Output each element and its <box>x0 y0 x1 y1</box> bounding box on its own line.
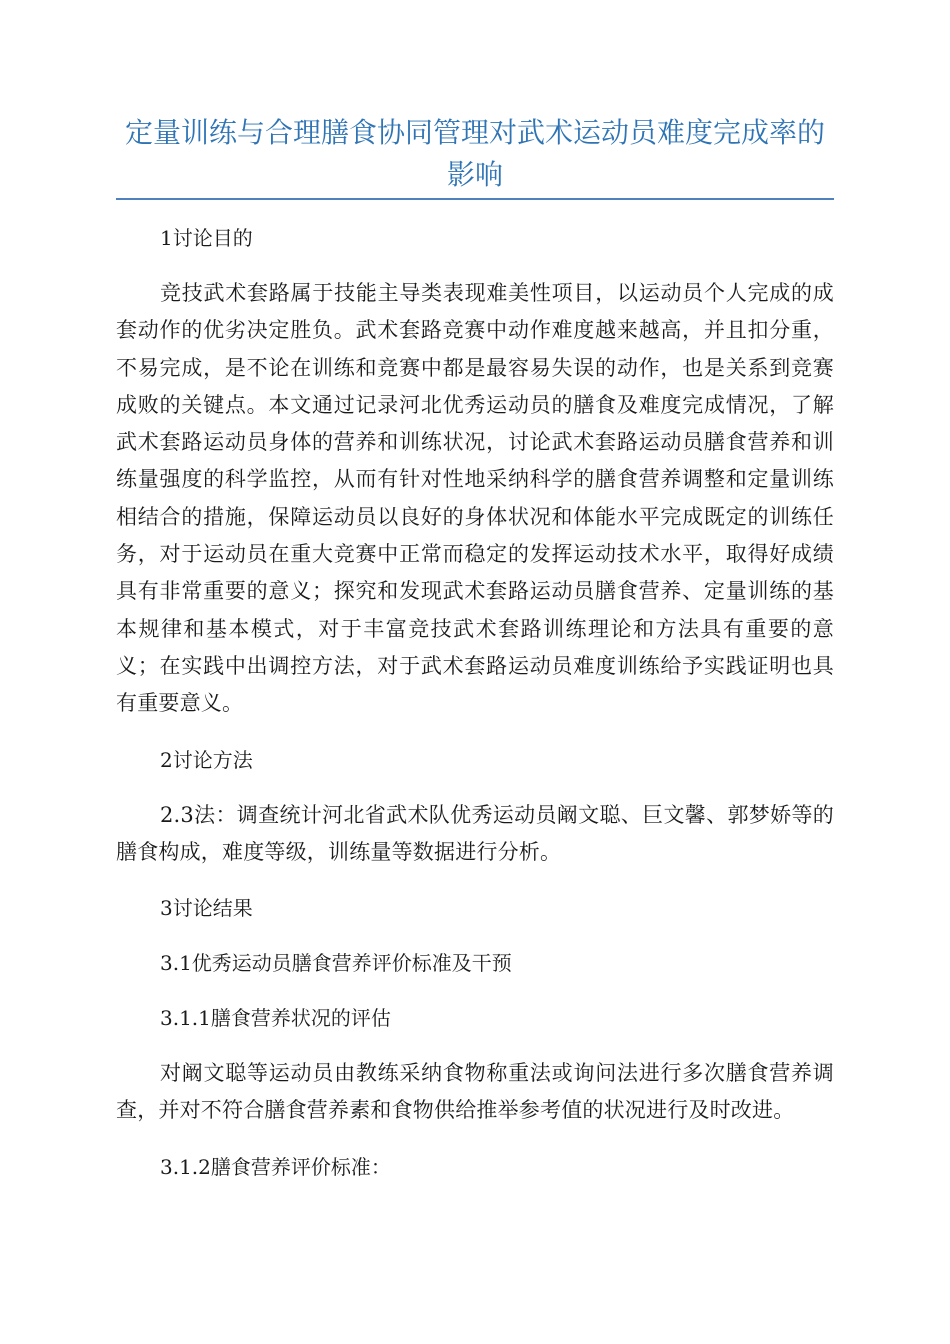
subsection-heading-3-1: 3.1优秀运动员膳食营养评价标准及干预 <box>160 951 512 976</box>
section-heading-results: 3讨论结果 <box>160 896 253 921</box>
title-underline <box>116 198 834 200</box>
subsection-heading-3-1-2: 3.1.2膳食营养评价标准： <box>160 1154 391 1179</box>
document-title: 定量训练与合理膳食协同管理对武术运动员难度完成率的影响 <box>124 116 825 191</box>
subsection-heading-3-1-1: 3.1.1膳食营养状况的评估 <box>160 1006 391 1031</box>
paragraph-purpose: 竞技武术套路属于技能主导类表现难美性项目，以运动员个人完成的成套动作的优劣决定胜负。武术套路竞赛中动作难度越来越高，并且扣分重，不易完成，是不论在训练和竞赛中都是最容易失误的动作，也是关系到竞赛成败的关键点。本文通过记录河北优秀运动员的膳食及难度完成情况，了解武术套路运动员身体的营养和训练状况，讨论武术套路运动员膳食营养和训练量强度的科学监控，从而有针对性地采纳科学的膳食营养调整和定量训练相结合的措施，保障运动员以良好的身体状况和体能水平完成既定的训练任务，对于运动员在重大竞赛中正常而稳定的发挥运动技术水平，取得好成绩具有非常重要的意义；探究和发现武术套路运动员膳食营养、定量训练的基本规律和基本模式，对于丰富竞技武术套路训练理论和方法具有重要的意义；在实践中出调控方法，对于武术套路运动员难度训练给予实践证明也具有重要意义。 <box>116 281 834 716</box>
paragraph-method: 2.3法：调查统计河北省武术队优秀运动员阚文聪、巨文馨、郭梦娇等的膳食构成，难度等级，训练量等数据进行分析。 <box>116 802 834 864</box>
section-heading-purpose: 1讨论目的 <box>160 226 253 250</box>
document-page <box>116 112 834 1185</box>
paragraph-assessment: 对阚文聪等运动员由教练采纳食物称重法或询问法进行多次膳食营养调查，并对不符合膳食营养素和食物供给推举参考值的状况进行及时改进。 <box>116 1061 834 1123</box>
section-heading-method: 2讨论方法 <box>160 747 253 772</box>
